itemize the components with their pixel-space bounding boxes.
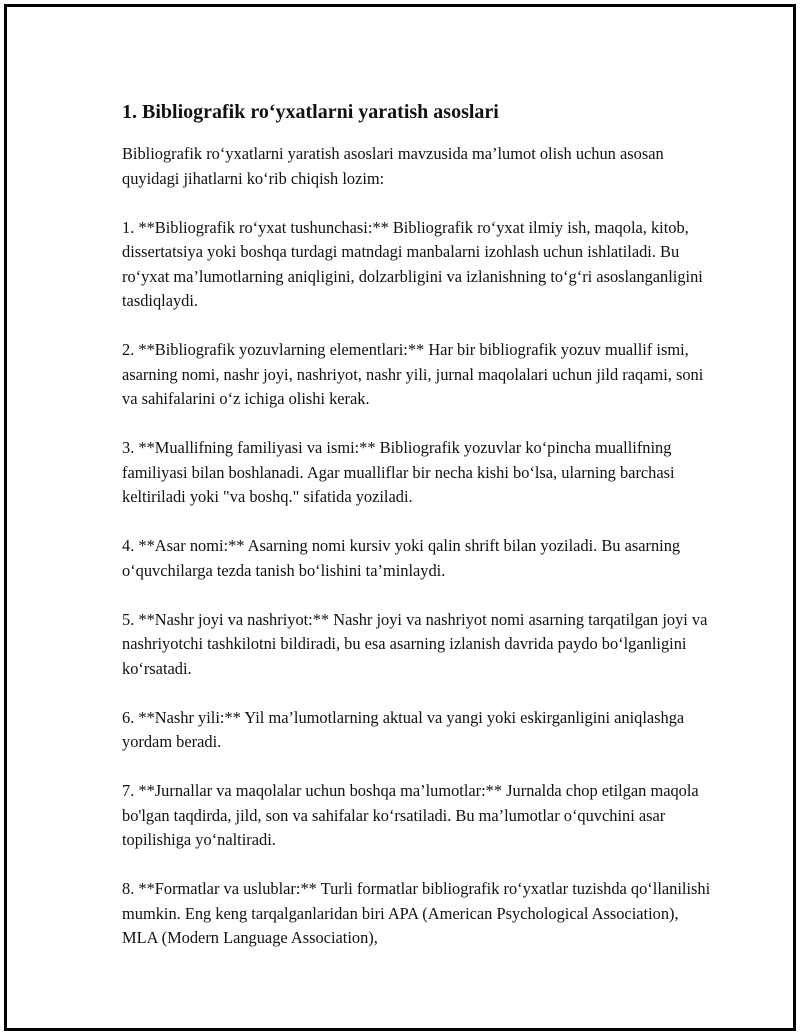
- page-frame: [4, 4, 796, 1031]
- list-item: 4. **Asar nomi:** Asarning nomi kursiv yoki qalin shrift bilan yoziladi. Bu asarning o‘quvchilarga tezda tanish bo‘lishini ta’minlaydi.: [122, 536, 681, 580]
- list-item: 2. **Bibliografik yozuvlarning elementlari:** Har bir bibliografik yozuv muallif ismi, asarning nomi, nashr joyi, nashriyot, nashr yili, jurnal maqolalari uchun jild raqami, soni va sahifalarini o‘z ichiga olishi kerak.: [122, 340, 704, 408]
- intro-paragraph: Bibliografik ro‘yxatlarni yaratish asoslari mavzusida ma’lumot olish uchun asosan quyidagi jihatlarni ko‘rib chiqish lozim:: [122, 144, 664, 188]
- list-item: 7. **Jurnallar va maqolalar uchun boshqa ma’lumotlar:** Jurnalda chop etilgan maqola bo'lgan taqdirda, jild, son va sahifalar ko‘rsatiladi. Bu ma’lumotlar o‘quvchini asar topilishiga yo‘naltiradi.: [122, 781, 699, 849]
- list-item: 8. **Formatlar va uslublar:** Turli formatlar bibliografik ro‘yxatlar tuzishda qo‘llanilishi mumkin. Eng keng tarqalganlaridan biri APA (American Psychological Association), MLA (Modern Language Association),: [122, 879, 711, 947]
- list-item: 6. **Nashr yili:** Yil ma’lumotlarning aktual va yangi yoki eskirganligini aniqlashga yordam beradi.: [122, 707, 685, 751]
- list-item: 5. **Nashr joyi va nashriyot:** Nashr joyi va nashriyot nomi asarning tarqatilgan joyi va nashriyotchi tashkilotni bildiradi, bu esa asarning izlanish davrida paydo bo‘lganligini ko‘rsatadi.: [122, 609, 708, 678]
- document-body: [122, 99, 712, 975]
- list-item: 1. **Bibliografik ro‘yxat tushunchasi:** Bibliografik ro‘yxat ilmiy ish, maqola, kitob, dissertatsiya yoki boshqa turdagi matndagi manbalarni izohlash uchun ishlatiladi. Bu ro‘yxat ma’lumotlarning aniqligini, dolzarbligini va izlanishning to‘g‘ri asoslanganligini tasdiqlaydi.: [122, 217, 703, 310]
- list-item: 3. **Muallifning familiyasi va ismi:** Bibliografik yozuvlar ko‘pincha muallifning familiyasi bilan boshlanadi. Agar mualliflar bir necha kishi bo‘lsa, ularning barchasi keltiriladi yoki "va boshq." sifatida yoziladi.: [122, 438, 675, 506]
- document-title: 1. Bibliografik ro‘yxatlarni yaratish asoslari: [122, 101, 499, 123]
